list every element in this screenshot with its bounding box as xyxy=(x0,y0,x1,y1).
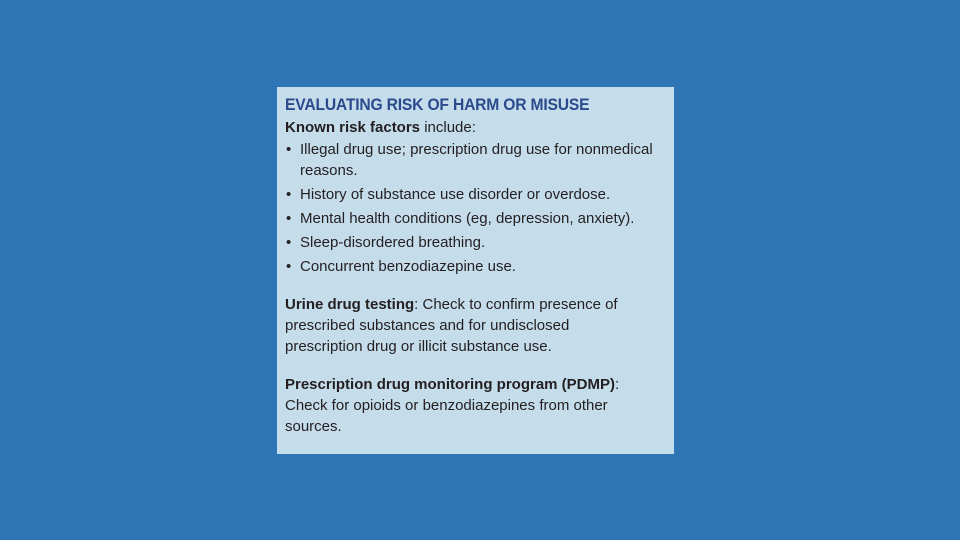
risk-factors-intro-text: include: xyxy=(420,119,476,136)
bullet-icon: • xyxy=(286,234,292,251)
risk-evaluation-panel xyxy=(277,87,674,454)
list-item xyxy=(285,184,666,205)
bullet-icon: • xyxy=(286,186,292,203)
risk-factor-text: Concurrent benzodiazepine use. xyxy=(300,258,516,275)
urine-drug-testing-section xyxy=(285,294,630,357)
panel-title: EVALUATING RISK OF HARM OR MISUSE xyxy=(285,95,590,114)
urine-drug-testing-label: Urine drug testing xyxy=(285,296,415,313)
pdmp-section xyxy=(285,374,630,437)
risk-factors-intro xyxy=(285,117,666,139)
bullet-icon: • xyxy=(286,210,292,227)
urine-drug-testing-text: : Check to confirm presence of prescribed substances and for undisclosed prescription drug or illicit substance use. xyxy=(285,296,618,355)
list-item xyxy=(285,208,666,229)
bullet-icon: • xyxy=(286,258,292,275)
risk-factor-text: History of substance use disorder or overdose. xyxy=(300,186,611,203)
list-item xyxy=(285,232,666,253)
pdmp-text: : Check for opioids or benzodiazepines from other sources. xyxy=(285,376,620,435)
risk-factor-text: Sleep-disordered breathing. xyxy=(300,234,486,251)
list-item xyxy=(285,256,666,277)
risk-factor-text: Illegal drug use; prescription drug use for nonmedical reasons. xyxy=(300,141,653,179)
risk-factor-text: Mental health conditions (eg, depression, anxiety). xyxy=(300,210,635,227)
list-item xyxy=(285,139,666,181)
bullet-icon: • xyxy=(286,141,292,158)
pdmp-label: Prescription drug monitoring program (PDMP) xyxy=(285,376,616,393)
risk-factors-label: Known risk factors xyxy=(285,119,421,136)
risk-factors-list xyxy=(285,139,666,277)
